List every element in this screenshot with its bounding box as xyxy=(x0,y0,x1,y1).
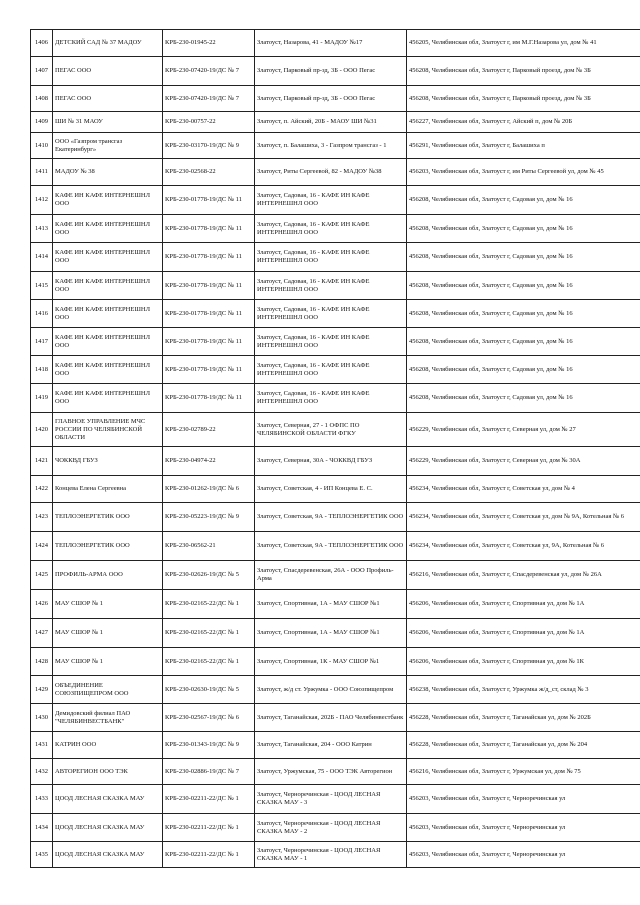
table-row xyxy=(31,842,640,868)
registry-code: КРБ-230-01778-19/ДС № 11 xyxy=(163,272,255,300)
organization-name: Демидовский филиал ПАО "ЧЕЛЯБИНВЕСТБАНК" xyxy=(53,704,163,732)
postal-address: 456208, Челябинская обл, Златоуст г, Садовая ул, дом № 16 xyxy=(407,215,640,243)
organization-name: ТЕПЛОЭНЕРГЕТИК ООО xyxy=(53,503,163,532)
organization-name: КАФЕ ИН КАФЕ ИНТЕРНЕШНЛ ООО xyxy=(53,186,163,215)
organization-name: ПЕГАС ООО xyxy=(53,86,163,112)
organization-name: КАФЕ ИН КАФЕ ИНТЕРНЕШНЛ ООО xyxy=(53,215,163,243)
organization-name: ПРОФИЛЬ-АРМА ООО xyxy=(53,561,163,590)
row-number: 1413 xyxy=(31,215,53,243)
registry-code: КРБ-230-02626-19/ДС № 5 xyxy=(163,561,255,590)
object-address: Златоуст, Таганайская, 204 - ООО Катрин xyxy=(255,732,407,759)
postal-address: 456216, Челябинская обл, Златоуст г, Спасдеревенская ул, дом № 26А xyxy=(407,561,640,590)
table-row xyxy=(31,112,640,133)
registry-code: КРБ-230-00757-22 xyxy=(163,112,255,133)
postal-address: 456228, Челябинская обл, Златоуст г, Таганайская ул, дом № 204 xyxy=(407,732,640,759)
registry-code: КРБ-230-04974-22 xyxy=(163,447,255,476)
organization-name: ЦООД ЛЕСНАЯ СКАЗКА МАУ xyxy=(53,814,163,842)
table-row xyxy=(31,57,640,86)
registry-code: КРБ-230-02886-19/ДС № 7 xyxy=(163,759,255,785)
row-number: 1408 xyxy=(31,86,53,112)
table-row xyxy=(31,785,640,814)
postal-address: 456208, Челябинская обл, Златоуст г, Садовая ул, дом № 16 xyxy=(407,300,640,328)
row-number: 1416 xyxy=(31,300,53,328)
object-address: Златоуст, п. Балашиха, 3 - Газпром трансгаз - 1 xyxy=(255,133,407,159)
object-address: Златоуст, п. Айский, 20Б - МАОУ ШИ №31 xyxy=(255,112,407,133)
object-address: Златоуст, Садовая, 16 - КАФЕ ИН КАФЕ ИНТЕРНЕШНЛ ООО xyxy=(255,356,407,384)
organization-name: ДЕТСКИЙ САД № 37 МАДОУ xyxy=(53,30,163,57)
table-row xyxy=(31,300,640,328)
postal-address: 456228, Челябинская обл, Златоуст г, Таганайская ул, дом № 202Б xyxy=(407,704,640,732)
table-row xyxy=(31,619,640,648)
organization-name: КАФЕ ИН КАФЕ ИНТЕРНЕШНЛ ООО xyxy=(53,243,163,272)
object-address: Златоуст, ж/д ст. Уржумка - ООО Союзпищепром xyxy=(255,676,407,704)
postal-address: 456206, Челябинская обл, Златоуст г, Спортивная ул, дом № 1К xyxy=(407,648,640,676)
postal-address: 456203, Челябинская обл, Златоуст г, им Риты Сергеевой ул, дом № 45 xyxy=(407,159,640,186)
table-row xyxy=(31,159,640,186)
object-address: Златоуст, Черноречинская - ЦООД ЛЕСНАЯ СКАЗКА МАУ - 2 xyxy=(255,814,407,842)
postal-address: 456203, Челябинская обл, Златоуст г, Черноречинская ул xyxy=(407,814,640,842)
object-address: Златоуст, Садовая, 16 - КАФЕ ИН КАФЕ ИНТЕРНЕШНЛ ООО xyxy=(255,186,407,215)
object-address: Златоуст, Садовая, 16 - КАФЕ ИН КАФЕ ИНТЕРНЕШНЛ ООО xyxy=(255,384,407,413)
organization-name: ООО «Газпром трансгаз Екатеринбург» xyxy=(53,133,163,159)
row-number: 1429 xyxy=(31,676,53,704)
object-address: Златоуст, Спасдеревенская, 26А - ООО Профиль-Арма xyxy=(255,561,407,590)
registry-code: КРБ-230-02165-22/ДС № 1 xyxy=(163,619,255,648)
organization-name: ЦООД ЛЕСНАЯ СКАЗКА МАУ xyxy=(53,785,163,814)
registry-code: КРБ-230-02789-22 xyxy=(163,413,255,447)
organization-name: КАТРИН ООО xyxy=(53,732,163,759)
postal-address: 456208, Челябинская обл, Златоуст г, Садовая ул, дом № 16 xyxy=(407,243,640,272)
object-address: Златоуст, Северная, 27 - 1 ОФПС ПО ЧЕЛЯБИНСКОЙ ОБЛАСТИ ФГКУ xyxy=(255,413,407,447)
postal-address: 456208, Челябинская обл, Златоуст г, Садовая ул, дом № 16 xyxy=(407,356,640,384)
row-number: 1428 xyxy=(31,648,53,676)
row-number: 1433 xyxy=(31,785,53,814)
object-address: Златоуст, Садовая, 16 - КАФЕ ИН КАФЕ ИНТЕРНЕШНЛ ООО xyxy=(255,215,407,243)
organization-name: ЦООД ЛЕСНАЯ СКАЗКА МАУ xyxy=(53,842,163,868)
row-number: 1412 xyxy=(31,186,53,215)
row-number: 1414 xyxy=(31,243,53,272)
postal-address: 456234, Челябинская обл, Златоуст г, Советская ул, дом № 9А, Котельная № 6 xyxy=(407,503,640,532)
postal-address: 456203, Челябинская обл, Златоуст г, Черноречинская ул xyxy=(407,842,640,868)
row-number: 1422 xyxy=(31,476,53,503)
registry-code: КРБ-230-01778-19/ДС № 11 xyxy=(163,384,255,413)
registry-code: КРБ-230-02165-22/ДС № 1 xyxy=(163,590,255,619)
row-number: 1425 xyxy=(31,561,53,590)
row-number: 1410 xyxy=(31,133,53,159)
postal-address: 456206, Челябинская обл, Златоуст г, Спортивная ул, дом № 1А xyxy=(407,619,640,648)
object-address: Златоуст, Спортивная, 1А - МАУ СШОР №1 xyxy=(255,590,407,619)
object-address: Златоуст, Черноречинская - ЦООД ЛЕСНАЯ СКАЗКА МАУ - 3 xyxy=(255,785,407,814)
object-address: Златоуст, Риты Сергеевой, 82 - МАДОУ №38 xyxy=(255,159,407,186)
registry-code: КРБ-230-01778-19/ДС № 11 xyxy=(163,328,255,356)
table-row xyxy=(31,503,640,532)
table-row xyxy=(31,186,640,215)
registry-code: КРБ-230-01343-19/ДС № 9 xyxy=(163,732,255,759)
table-row xyxy=(31,215,640,243)
registry-code: КРБ-230-01778-19/ДС № 11 xyxy=(163,243,255,272)
table-row xyxy=(31,676,640,704)
object-address: Златоуст, Спортивная, 1А - МАУ СШОР №1 xyxy=(255,619,407,648)
registry-code: КРБ-230-06562-21 xyxy=(163,532,255,561)
object-address: Златоуст, Парковый пр-зд, 3Б - ООО Пегас xyxy=(255,57,407,86)
row-number: 1406 xyxy=(31,30,53,57)
table-row xyxy=(31,759,640,785)
object-address: Златоуст, Назарова, 41 - МАДОУ №17 xyxy=(255,30,407,57)
row-number: 1431 xyxy=(31,732,53,759)
row-number: 1423 xyxy=(31,503,53,532)
organization-name: Концева Елена Сергеевна xyxy=(53,476,163,503)
table-row xyxy=(31,272,640,300)
row-number: 1415 xyxy=(31,272,53,300)
row-number: 1418 xyxy=(31,356,53,384)
row-number: 1424 xyxy=(31,532,53,561)
row-number: 1409 xyxy=(31,112,53,133)
row-number: 1432 xyxy=(31,759,53,785)
organization-name: МАДОУ № 38 xyxy=(53,159,163,186)
registry-code: КРБ-230-01778-19/ДС № 11 xyxy=(163,300,255,328)
organization-name: КАФЕ ИН КАФЕ ИНТЕРНЕШНЛ ООО xyxy=(53,272,163,300)
object-address: Златоуст, Черноречинская - ЦООД ЛЕСНАЯ СКАЗКА МАУ - 1 xyxy=(255,842,407,868)
organization-name: МАУ СШОР № 1 xyxy=(53,619,163,648)
organization-name: КАФЕ ИН КАФЕ ИНТЕРНЕШНЛ ООО xyxy=(53,300,163,328)
organization-name: ЧОККВД ГБУЗ xyxy=(53,447,163,476)
organization-name: МАУ СШОР № 1 xyxy=(53,590,163,619)
object-address: Златоуст, Советская, 9А - ТЕПЛОЭНЕРГЕТИК ООО xyxy=(255,532,407,561)
table-row xyxy=(31,413,640,447)
object-address: Златоуст, Северная, 30А - ЧОККВД ГБУЗ xyxy=(255,447,407,476)
postal-address: 456229, Челябинская обл, Златоуст г, Северная ул, дом № 30А xyxy=(407,447,640,476)
organization-name: КАФЕ ИН КАФЕ ИНТЕРНЕШНЛ ООО xyxy=(53,356,163,384)
row-number: 1427 xyxy=(31,619,53,648)
registry-code: КРБ-230-07420-19/ДС № 7 xyxy=(163,57,255,86)
row-number: 1435 xyxy=(31,842,53,868)
registry-code: КРБ-230-01778-19/ДС № 11 xyxy=(163,356,255,384)
object-address: Златоуст, Садовая, 16 - КАФЕ ИН КАФЕ ИНТЕРНЕШНЛ ООО xyxy=(255,272,407,300)
table-row xyxy=(31,384,640,413)
table-row xyxy=(31,532,640,561)
table-row xyxy=(31,356,640,384)
registry-code: КРБ-230-07420-19/ДС № 7 xyxy=(163,86,255,112)
table-row xyxy=(31,328,640,356)
row-number: 1426 xyxy=(31,590,53,619)
object-address: Златоуст, Садовая, 16 - КАФЕ ИН КАФЕ ИНТЕРНЕШНЛ ООО xyxy=(255,243,407,272)
row-number: 1417 xyxy=(31,328,53,356)
registry-code: КРБ-230-02165-22/ДС № 1 xyxy=(163,648,255,676)
registry-code: КРБ-230-01262-19/ДС № 6 xyxy=(163,476,255,503)
postal-address: 456208, Челябинская обл, Златоуст г, Садовая ул, дом № 16 xyxy=(407,328,640,356)
object-address: Златоуст, Советская, 4 - ИП Концева Е. С. xyxy=(255,476,407,503)
registry-code: КРБ-230-03170-19/ДС № 9 xyxy=(163,133,255,159)
table-row xyxy=(31,133,640,159)
postal-address: 456227, Челябинская обл, Златоуст г, Айский п, дом № 20Б xyxy=(407,112,640,133)
postal-address: 456203, Челябинская обл, Златоуст г, Черноречинская ул xyxy=(407,785,640,814)
postal-address: 456229, Челябинская обл, Златоуст г, Северная ул, дом № 27 xyxy=(407,413,640,447)
organization-name: ШИ № 31 МАОУ xyxy=(53,112,163,133)
table-row xyxy=(31,476,640,503)
object-address: Златоуст, Парковый пр-зд, 3Б - ООО Пегас xyxy=(255,86,407,112)
postal-address: 456291, Челябинская обл, Златоуст г, Балашиха п xyxy=(407,133,640,159)
table-row xyxy=(31,86,640,112)
postal-address: 456205, Челябинская обл, Златоуст г, им М.Г.Назарова ул, дом № 41 xyxy=(407,30,640,57)
object-address: Златоуст, Садовая, 16 - КАФЕ ИН КАФЕ ИНТЕРНЕШНЛ ООО xyxy=(255,328,407,356)
postal-address: 456216, Челябинская обл, Златоуст г, Уржумская ул, дом № 75 xyxy=(407,759,640,785)
postal-address: 456234, Челябинская обл, Златоуст г, Советская ул, дом № 4 xyxy=(407,476,640,503)
row-number: 1434 xyxy=(31,814,53,842)
table-row xyxy=(31,648,640,676)
registry-code: КРБ-230-02211-22/ДС № 1 xyxy=(163,842,255,868)
row-number: 1411 xyxy=(31,159,53,186)
registry-code: КРБ-230-01778-19/ДС № 11 xyxy=(163,215,255,243)
object-address: Златоуст, Уржумская, 75 - ООО ТЭК Авторегион xyxy=(255,759,407,785)
table-row xyxy=(31,814,640,842)
postal-address: 456208, Челябинская обл, Златоуст г, Парковый проезд, дом № 3Б xyxy=(407,86,640,112)
organization-name: КАФЕ ИН КАФЕ ИНТЕРНЕШНЛ ООО xyxy=(53,328,163,356)
organization-name: КАФЕ ИН КАФЕ ИНТЕРНЕШНЛ ООО xyxy=(53,384,163,413)
organization-name: ПЕГАС ООО xyxy=(53,57,163,86)
table-row xyxy=(31,561,640,590)
organization-name: АВТОРЕГИОН ООО ТЭК xyxy=(53,759,163,785)
postal-address: 456206, Челябинская обл, Златоуст г, Спортивная ул, дом № 1А xyxy=(407,590,640,619)
registry-code: КРБ-230-01778-19/ДС № 11 xyxy=(163,186,255,215)
registry-table xyxy=(30,29,640,868)
organization-name: ГЛАВНОЕ УПРАВЛЕНИЕ МЧС РОССИИ ПО ЧЕЛЯБИНСКОЙ ОБЛАСТИ xyxy=(53,413,163,447)
row-number: 1407 xyxy=(31,57,53,86)
object-address: Златоуст, Советская, 9А - ТЕПЛОЭНЕРГЕТИК ООО xyxy=(255,503,407,532)
organization-name: МАУ СШОР № 1 xyxy=(53,648,163,676)
table-row xyxy=(31,447,640,476)
postal-address: 456234, Челябинская обл, Златоуст г, Советская ул, 9А, Котельная № 6 xyxy=(407,532,640,561)
registry-code: КРБ-230-02630-19/ДС № 5 xyxy=(163,676,255,704)
postal-address: 456238, Челябинская обл, Златоуст г, Уржумка ж/д_ст, склад № 3 xyxy=(407,676,640,704)
row-number: 1430 xyxy=(31,704,53,732)
table-row xyxy=(31,590,640,619)
table-row xyxy=(31,704,640,732)
registry-code: КРБ-230-02567-19/ДС № 6 xyxy=(163,704,255,732)
postal-address: 456208, Челябинская обл, Златоуст г, Парковый проезд, дом № 3Б xyxy=(407,57,640,86)
registry-code: КРБ-230-05223-19/ДС № 9 xyxy=(163,503,255,532)
row-number: 1419 xyxy=(31,384,53,413)
object-address: Златоуст, Таганайская, 202Б - ПАО Челябинвестбанк xyxy=(255,704,407,732)
postal-address: 456208, Челябинская обл, Златоуст г, Садовая ул, дом № 16 xyxy=(407,384,640,413)
organization-name: ОБЪЕДИНЕНИЕ СОЮЗПИЩЕПРОМ ООО xyxy=(53,676,163,704)
registry-table-body xyxy=(31,30,640,868)
organization-name: ТЕПЛОЭНЕРГЕТИК ООО xyxy=(53,532,163,561)
postal-address: 456208, Челябинская обл, Златоуст г, Садовая ул, дом № 16 xyxy=(407,272,640,300)
registry-code: КРБ-230-02568-22 xyxy=(163,159,255,186)
registry-code: КРБ-230-02211-22/ДС № 1 xyxy=(163,785,255,814)
object-address: Златоуст, Спортивная, 1К - МАУ СШОР №1 xyxy=(255,648,407,676)
row-number: 1421 xyxy=(31,447,53,476)
document-page xyxy=(30,29,640,868)
row-number: 1420 xyxy=(31,413,53,447)
object-address: Златоуст, Садовая, 16 - КАФЕ ИН КАФЕ ИНТЕРНЕШНЛ ООО xyxy=(255,300,407,328)
table-row xyxy=(31,243,640,272)
table-row xyxy=(31,732,640,759)
registry-code: КРБ-230-01945-22 xyxy=(163,30,255,57)
registry-code: КРБ-230-02211-22/ДС № 1 xyxy=(163,814,255,842)
table-row xyxy=(31,30,640,57)
postal-address: 456208, Челябинская обл, Златоуст г, Садовая ул, дом № 16 xyxy=(407,186,640,215)
